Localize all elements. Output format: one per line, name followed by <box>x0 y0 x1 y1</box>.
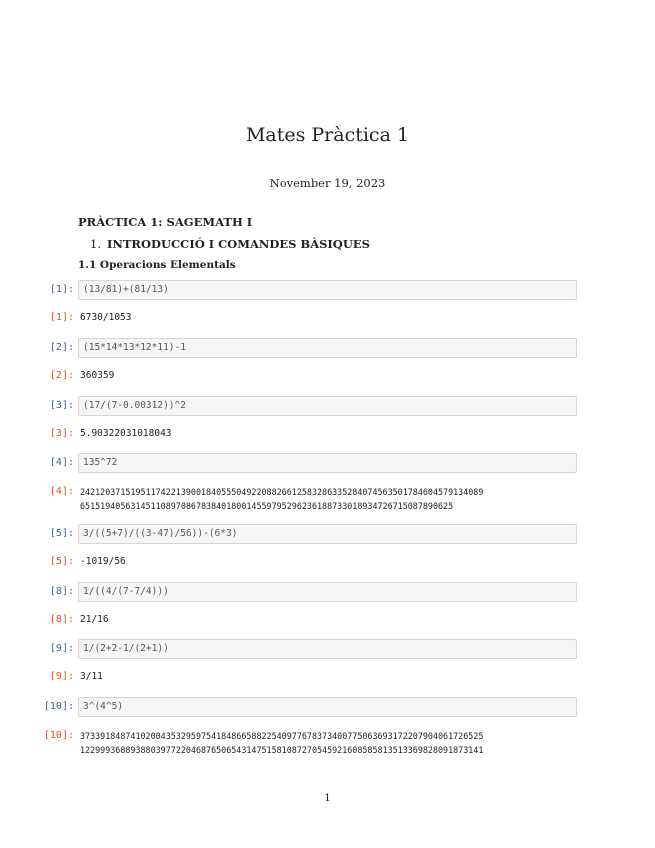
cell-output-line-2: 122999368893880397722046876506543147515810872705459216085858135133698280918731​41 <box>80 745 484 755</box>
document-title: Mates Pràctica 1 <box>245 124 410 146</box>
output-prompt: [10]: <box>43 730 74 741</box>
output-prompt: [2]: <box>49 370 74 381</box>
cell-output: 6730/1053 <box>80 312 132 323</box>
section-heading <box>90 237 370 251</box>
output-prompt: [1]: <box>49 312 74 323</box>
code-cell[interactable]: 1/(2+2-1/(2+1)) <box>78 639 577 659</box>
cell-output: 21/16 <box>80 614 109 625</box>
output-prompt: [5]: <box>49 556 74 567</box>
code-cell[interactable]: 3^(4^5) <box>78 697 577 717</box>
heading-practica: PRÀCTICA 1: SAGEMATH I <box>78 215 253 229</box>
page-number: 1 <box>324 793 331 804</box>
cell-output: -1019/56 <box>80 556 126 567</box>
subsection-heading: 1.1 Operacions Elementals <box>78 259 236 271</box>
input-prompt: [9]: <box>49 643 74 654</box>
code-cell[interactable]: (13/81)+(81/13) <box>78 280 577 300</box>
cell-output-line-1: 24212037151951174221390018405550492208826612583286335284074563501784604579134089 <box>80 487 484 497</box>
cell-output-line-2: 6515194056314511089708678384018001455979529623618873301893472671508789062​5 <box>80 501 454 511</box>
section-number: 1. <box>90 237 101 251</box>
input-prompt: [2]: <box>49 342 74 353</box>
input-prompt: [5]: <box>49 528 74 539</box>
code-cell[interactable]: (17/(7-0.00312))^2 <box>78 396 577 416</box>
input-prompt: [10]: <box>43 701 74 712</box>
code-cell[interactable]: 1/((4/(7-7/4))) <box>78 582 577 602</box>
code-cell[interactable]: 135^72 <box>78 453 577 473</box>
cell-output: 5.90322031018043 <box>80 428 172 439</box>
section-title: INTRODUCCIÓ I COMANDES BÀSIQUES <box>106 237 370 251</box>
cell-output-line-1: 37339184874102004353295975418486658822540977678373400775063693172207904061726525 <box>80 731 484 741</box>
document-date: November 19, 2023 <box>269 176 386 190</box>
output-prompt: [8]: <box>49 614 74 625</box>
input-prompt: [1]: <box>49 284 74 295</box>
input-prompt: [4]: <box>49 457 74 468</box>
output-prompt: [9]: <box>49 671 74 682</box>
code-cell[interactable]: 3/((5+7)/((3-47)/56))-(6*3) <box>78 524 577 544</box>
input-prompt: [8]: <box>49 586 74 597</box>
code-cell[interactable]: (15*14*13*12*11)-1 <box>78 338 577 358</box>
output-prompt: [3]: <box>49 428 74 439</box>
input-prompt: [3]: <box>49 400 74 411</box>
output-prompt: [4]: <box>49 486 74 497</box>
cell-output: 360359 <box>80 370 115 381</box>
cell-output: 3/11 <box>80 671 103 682</box>
